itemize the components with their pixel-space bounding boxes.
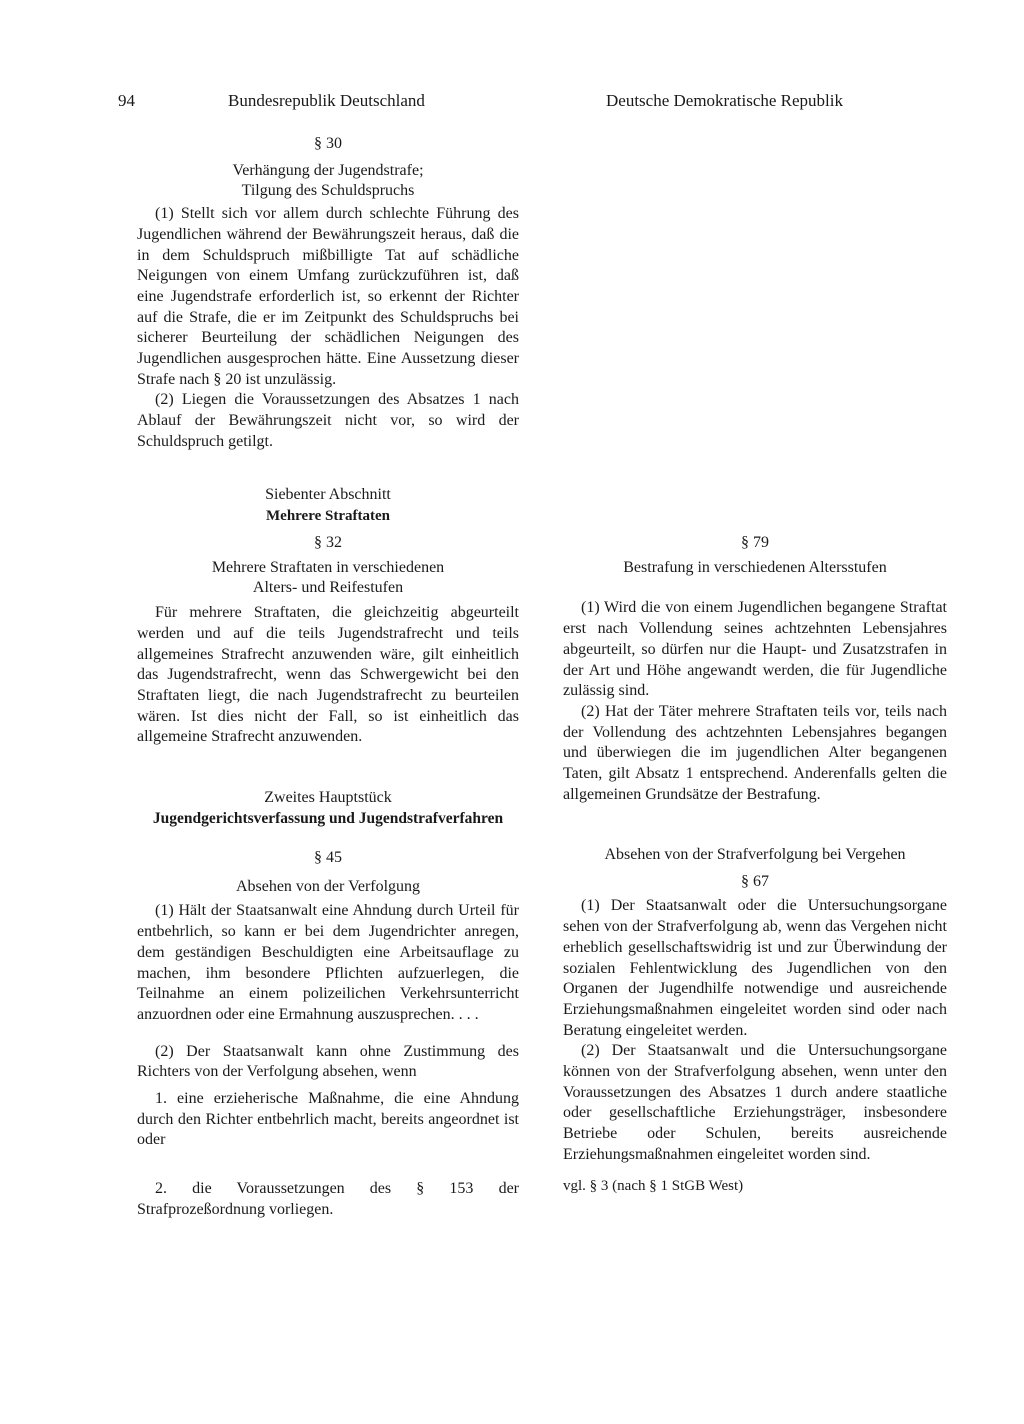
section-title: Tilgung des Schuldspruchs xyxy=(241,182,415,200)
paragraph: (1) Wird die von einem Jugendlichen begangene Straftat erst nach Vollendung seines achtzehnten Lebensjahres abgeurteilt, so dürfen nur die Haupt- und Zusatzstrafen in der Art und Höhe angewandt werden, die für Jugendliche zulässig sind. xyxy=(563,599,947,700)
chapter-subtitle: Mehrere Straftaten xyxy=(266,507,390,524)
paragraph: (1) Hält der Staatsanwalt eine Ahndung durch Urteil für entbehrlich, so kann er bei dem Jugendrichter anregen, dem geständigen Beschuldigten eine Arbeitsauflage zu machen, ihm besondere Pflichten aufzuerlegen, die Teilnahme an einem polizeilichen Verkehrsunterricht anzuordnen oder eine Ermahnung auszusprechen. . . . xyxy=(137,902,519,1023)
list-item: 1. eine erzieherische Maßnahme, die eine Ahndung durch den Richter entbehrlich macht, bereits angeordnet ist oder xyxy=(137,1090,519,1149)
part-heading xyxy=(137,788,519,829)
section-title: Absehen von der Strafverfolgung bei Vergehen xyxy=(604,846,906,863)
cross-reference-note: vgl. § 3 (nach § 1 StGB West) xyxy=(563,1177,744,1194)
right-column xyxy=(563,0,947,1424)
chapter-title: Siebenter Abschnitt xyxy=(265,486,391,503)
paragraph: (1) Der Staatsanwalt oder die Untersuchungsorgane sehen von der Strafverfolgung ab, wenn das Vergehen nicht erheblich gesellschaftswidrig ist und zur Überwindung der sozialen Fehlentwicklung des Jugendlichen von den Organen der Jugendhilfe notwendige und ausreichende Erziehungsmaßnahmen eingeleitet worden sind oder nach Beratung eingeleitet werden. xyxy=(563,897,947,1039)
paragraph: (2) Hat der Täter mehrere Straftaten teils vor, teils nach der Vollendung des achtzehnten Lebensjahres begangen und überwiegen die im jugendlichen Alter begangenen Taten, gilt Absatz 1 entsprechend. Anderenfalls gelten die allgemeinen Grundsätze der Bestrafung. xyxy=(563,702,947,803)
section-title: Absehen von der Verfolgung xyxy=(235,877,421,895)
section-32 xyxy=(137,533,519,748)
paragraph: (2) Der Staatsanwalt kann ohne Zustimmung des Richters von der Verfolgung absehen, wenn xyxy=(137,1042,519,1081)
left-column xyxy=(137,0,519,1424)
section-number: § 32 xyxy=(314,534,342,551)
section-79 xyxy=(563,533,947,805)
section-number: § 30 xyxy=(314,135,342,152)
section-30 xyxy=(137,134,519,453)
section-title: Alters- und Reifestufen xyxy=(252,579,404,597)
section-title: Verhängung der Jugendstrafe; xyxy=(232,161,424,179)
header-right-title: Deutsche Demokratische Republik xyxy=(606,91,843,110)
part-title: Zweites Hauptstück xyxy=(264,789,392,806)
section-45 xyxy=(137,848,519,1221)
section-number: § 45 xyxy=(314,849,342,866)
section-number: § 79 xyxy=(741,534,769,551)
section-67 xyxy=(563,845,947,1196)
section-number: § 67 xyxy=(741,872,769,890)
paragraph: (2) Liegen die Voraussetzungen des Absatzes 1 nach Ablauf der Bewährungszeit nicht vor, so wird der Schuldspruch getilgt. xyxy=(137,391,519,450)
paragraph: Für mehrere Straftaten, die gleichzeitig abgeurteilt werden und auf die teils Jugendstrafrecht und teils allgemeines Strafrecht anzuwenden wäre, gilt einheitlich das Jugendstrafrecht, wenn das Schwergewicht bei den Straftaten liegt, die nach Jugendstrafrecht zu beurteilen wären. Ist dies nicht der Fall, so ist einheitlich das allgemeine Strafrecht anzuwenden. xyxy=(137,604,519,746)
chapter-heading xyxy=(137,485,519,526)
section-title: Mehrere Straftaten in verschiedenen xyxy=(211,558,445,576)
header-left-title: Bundesrepublik Deutschland xyxy=(228,91,425,110)
list-item: 2. die Voraussetzungen des § 153 der Strafprozeßordnung vorliegen. xyxy=(137,1180,519,1218)
paragraph: (1) Stellt sich vor allem durch schlechte Führung des Jugendlichen während der Bewährungszeit heraus, daß die in dem Schuldspruch mißbilligte Tat auf schädliche Neigungen von einem Umfang zurückzuführen ist, daß eine Jugendstrafe erforderlich ist, so erkennt der Richter auf die Strafe, die er im Zeitpunkt des Schuldspruchs bei sicherer Beurteilung der schädlichen Neigungen des Jugendlichen ausgesprochen hätte. Eine Aussetzung dieser Strafe nach § 20 ist unzulässig. xyxy=(137,205,519,388)
part-subtitle: Jugendgerichtsverfassung und Jugendstrafverfahren xyxy=(152,809,504,827)
page-number: 94 xyxy=(118,91,135,110)
section-title: Bestrafung in verschiedenen Altersstufen xyxy=(623,558,887,576)
paragraph: (2) Der Staatsanwalt und die Untersuchungsorgane können von der Strafverfolgung absehen, wenn unter den Voraussetzungen des Absatzes 1 durch andere staatliche oder gesellschaftliche Erziehungsträger, insbesondere Betriebe oder Schulen, bereits ausreichende Erziehungsmaßnahmen eingeleitet worden sind. xyxy=(563,1042,947,1163)
